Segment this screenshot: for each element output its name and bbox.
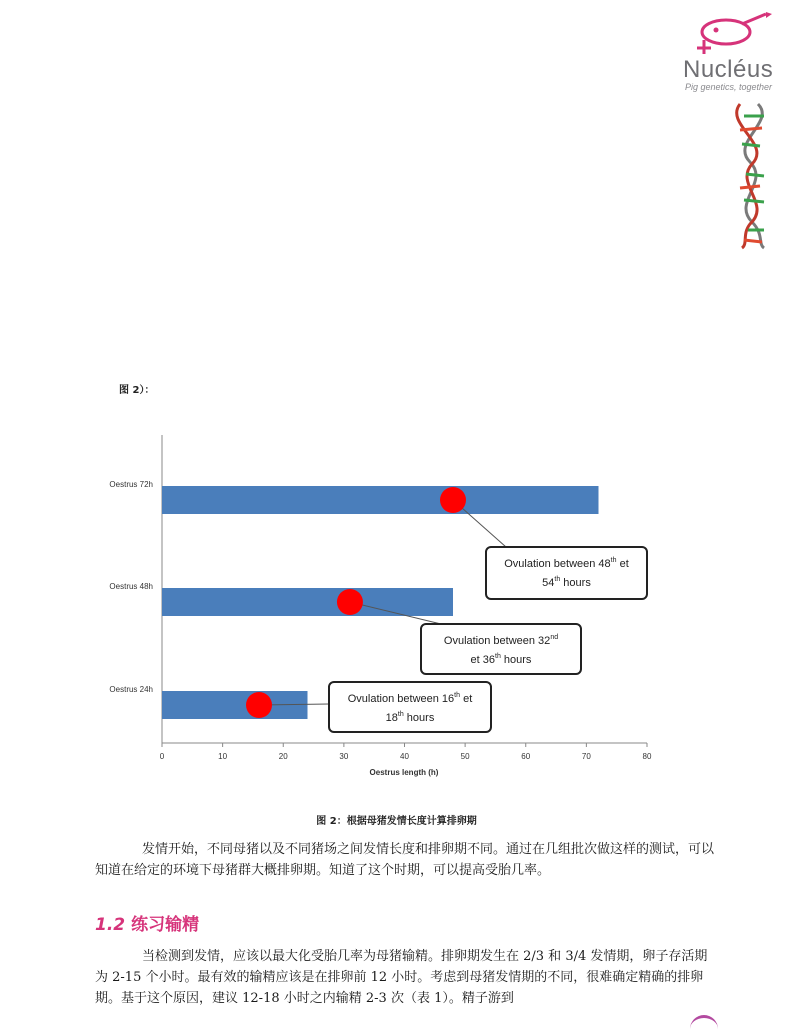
annotation-text: 18th hours [385,711,435,724]
annotation-text: 54th hours [542,576,591,589]
annotation-box [329,682,491,732]
bar-1 [162,588,453,616]
body-paragraph-1 [95,839,715,881]
annotation-text: Ovulation between 16th et [347,692,473,705]
annotation-text: Ovulation between 48th et [504,557,629,570]
ovulation-marker [246,692,272,718]
ovulation-marker [440,487,466,513]
footer-decoration [690,1015,718,1032]
x-tick-label: 50 [460,752,470,761]
dna-helix-icon [728,102,778,250]
pig-genetics-logo-icon [682,12,774,58]
ovulation-marker [337,589,363,615]
category-label: Oestrus 72h [109,480,153,489]
x-tick-label: 0 [159,752,165,761]
figure-caption: 图 2：根据母猪发情长度计算排卵期 [316,816,477,827]
x-tick-label: 80 [642,752,652,761]
paragraph-text: 发情开始，不同母猪以及不同猪场之间发情长度和排卵期不同。通过在几组批次做这样的测试，可以知道在给定的环境下母猪群大概排卵期。知道了这个时期，可以提高受胎几率。 [95,842,715,878]
annotation-box [486,547,647,599]
annotation-text: et 36th hours [470,653,532,666]
category-label: Oestrus 48h [109,582,153,591]
x-tick-label: 20 [278,752,288,761]
x-tick-label: 40 [400,752,409,761]
annotation-box [421,624,581,674]
logo-tagline: Pig genetics, together [685,82,773,92]
figure-reference: 图 2）： [119,385,155,396]
bar-0 [162,486,599,514]
x-tick-label: 30 [339,752,349,761]
x-tick-label: 60 [521,752,531,761]
section-title: 练习输精 [131,915,200,935]
body-paragraph-2 [95,946,715,1009]
x-tick-label: 10 [218,752,228,761]
x-axis-label: Oestrus length (h) [369,768,439,777]
paragraph-text: 当检测到发情，应该以最大化受胎几率为母猪输精。排卵期发生在 2/3 和 3/4 发情期，卵子存活期为 2-15 个小时。最有效的输精应该是在排卵前 12 小时。考虑到母猪发情期的不同，很难确定精确的排卵期。基于这个原因，建议 12-18 小时之内输精 2-3 次（表 1）。精子游到 [95,949,708,1006]
section-number: 1.2 [95,915,126,935]
annotation-text: Ovulation between 32nd [443,634,559,647]
x-tick-label: 70 [581,752,591,761]
category-label: Oestrus 24h [109,685,153,694]
logo-wordmark: Nucléus [683,56,774,83]
ovulation-bar-chart [95,425,675,785]
section-heading [95,910,199,935]
